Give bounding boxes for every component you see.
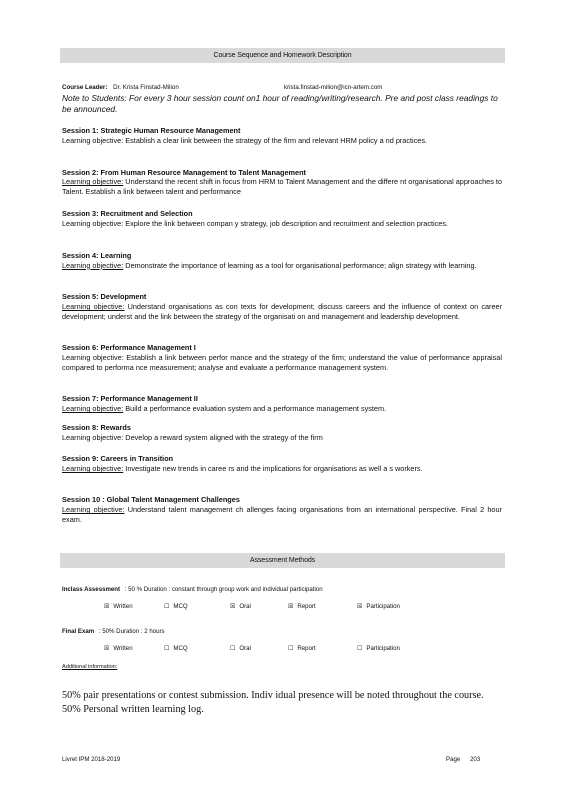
final-option-written bbox=[104, 645, 133, 652]
checkbox-icon: ☒ bbox=[288, 604, 294, 610]
session-title: Session 2: From Human Resource Management to Talent Management bbox=[62, 167, 306, 177]
option-label: MCQ bbox=[173, 645, 188, 652]
session-title: Session 3: Recruitment and Selection bbox=[62, 209, 193, 219]
footer-page-number: 203 bbox=[469, 756, 481, 763]
final-option-report bbox=[288, 645, 316, 652]
learning-objective-label: Learning objective: bbox=[62, 218, 124, 228]
inclass-assessment-details: : 50 % Duration : constant through group work and individual participation bbox=[124, 586, 323, 593]
checkbox-icon: ☒ bbox=[230, 604, 236, 610]
checkbox-icon: ☒ bbox=[104, 646, 110, 652]
learning-objective-text: Demonstrate the importance of learning as a tool for organisational performance; align strategy with learning. bbox=[123, 260, 477, 270]
course-sequence-header: Course Sequence and Homework Description bbox=[60, 48, 505, 63]
option-label: MCQ bbox=[173, 603, 188, 610]
inclass-option-participation bbox=[357, 603, 400, 610]
learning-objective-text: Develop a reward system aligned with the strategy of the firm bbox=[123, 433, 323, 443]
assessment-summary bbox=[62, 689, 502, 717]
session-item bbox=[62, 495, 502, 537]
option-label: Participation bbox=[366, 603, 400, 610]
inclass-option-written bbox=[104, 603, 133, 610]
final-exam-label: Final Exam bbox=[62, 628, 95, 635]
note-to-students: Note to Students: For every 3 hour session count on1 hour of reading/writing/research. Pre and post class readings to be announced. bbox=[62, 93, 498, 114]
final-exam-details: : 50% Duration : 2 hours bbox=[98, 628, 165, 635]
option-label: Participation bbox=[366, 645, 400, 652]
learning-objective-label: Learning objective: bbox=[62, 260, 124, 270]
inclass-assessment-line bbox=[62, 586, 323, 593]
learning-objective-label: Learning objective: bbox=[62, 404, 124, 414]
learning-objective-label: Learning objective: bbox=[62, 353, 124, 363]
option-label: Written bbox=[113, 603, 133, 610]
option-label: Report bbox=[297, 645, 316, 652]
session-title: Session 8: Rewards bbox=[62, 423, 131, 433]
option-label: Report bbox=[297, 603, 316, 610]
session-item bbox=[62, 343, 502, 394]
summary-line-2: 50% Personal written learning log. bbox=[62, 704, 204, 715]
session-item bbox=[62, 168, 502, 210]
session-list bbox=[62, 126, 502, 537]
checkbox-icon: ☒ bbox=[104, 604, 110, 610]
learning-objective-label: Learning objective: bbox=[62, 505, 125, 515]
checkbox-icon: ☐ bbox=[230, 646, 236, 652]
session-title: Session 7: Performance Management II bbox=[62, 394, 198, 404]
option-label: Oral bbox=[239, 603, 251, 610]
summary-line-1: 50% pair presentations or contest submission. Indiv idual presence will be noted throughout the course. bbox=[62, 690, 484, 701]
checkbox-icon: ☐ bbox=[164, 604, 170, 610]
session-title: Session 4: Learning bbox=[62, 250, 132, 260]
session-item bbox=[62, 251, 502, 293]
inclass-option-mcq bbox=[164, 603, 188, 610]
checkbox-icon: ☐ bbox=[357, 646, 363, 652]
learning-objective-label: Learning objective: bbox=[62, 177, 124, 187]
learning-objective-text: Establish a clear link between the strategy of the firm and relevant HRM policy a nd practices. bbox=[123, 135, 428, 145]
session-item bbox=[62, 292, 502, 343]
assessment-methods-header: Assessment Methods bbox=[60, 553, 505, 568]
learning-objective-text: Establish a link between perfor mance and the strategy of the firm; understand the value of performance appraisal compared to performa nce measurement; analyse and evaluate a performance management system. bbox=[62, 353, 502, 372]
session-item bbox=[62, 126, 502, 168]
course-leader-label: Course Leader: bbox=[62, 84, 108, 91]
session-item bbox=[62, 423, 502, 454]
session-item bbox=[62, 394, 502, 423]
session-item bbox=[62, 454, 502, 495]
course-leader-email: krista.finstad-milion@icn-artem.com bbox=[284, 84, 383, 91]
final-option-oral bbox=[230, 645, 251, 652]
footer-page bbox=[446, 756, 480, 763]
final-option-mcq bbox=[164, 645, 188, 652]
learning-objective-text: Explore the link between compan y strategy, job description and recruitment and selection practices. bbox=[123, 218, 449, 228]
learning-objective-label: Learning objective: bbox=[62, 464, 124, 474]
learning-objective-text: Understand organisations as con texts for development; discuss careers and the influence of context on career development; underst and the link between the strategy of the organisati on and management and leadership development. bbox=[62, 302, 502, 321]
session-title: Session 9: Careers in Transition bbox=[62, 454, 174, 464]
checkbox-icon: ☒ bbox=[357, 604, 363, 610]
final-option-participation bbox=[357, 645, 400, 652]
inclass-assessment-label: Inclass Assessment bbox=[62, 586, 121, 593]
additional-information-label: Additional information: bbox=[62, 664, 118, 670]
option-label: Written bbox=[113, 645, 133, 652]
option-label: Oral bbox=[239, 645, 251, 652]
course-leader-line bbox=[62, 84, 383, 91]
learning-objective-label: Learning objective: bbox=[62, 135, 124, 145]
course-leader-name: Dr. Krista Finstad-Milion bbox=[113, 84, 179, 91]
footer-page-label: Page bbox=[446, 756, 461, 763]
session-item bbox=[62, 209, 502, 251]
session-title: Session 6: Performance Management I bbox=[62, 343, 196, 353]
session-title: Session 10 : Global Talent Management Challenges bbox=[62, 495, 240, 505]
learning-objective-text: Understand the recent shift in focus from HRM to Talent Management and the differe nt organisational approaches to Talent. Establish a link between talent and performance bbox=[62, 177, 502, 197]
learning-objective-text: Understand talent management ch allenges facing organisations from an international perspective. Final 2 hour exam. bbox=[62, 505, 502, 524]
session-title: Session 1: Strategic Human Resource Management bbox=[62, 126, 241, 135]
final-exam-line bbox=[62, 628, 165, 635]
inclass-option-oral bbox=[230, 603, 251, 610]
learning-objective-label: Learning objective: bbox=[62, 433, 124, 443]
learning-objective-text: Build a performance evaluation system and a performance management system. bbox=[123, 404, 387, 414]
learning-objective-label: Learning objective: bbox=[62, 302, 125, 312]
checkbox-icon: ☐ bbox=[288, 646, 294, 652]
footer-left: Livret IPM 2018-2019 bbox=[62, 756, 121, 763]
session-title: Session 5: Development bbox=[62, 292, 147, 302]
inclass-option-report bbox=[288, 603, 316, 610]
checkbox-icon: ☐ bbox=[164, 646, 170, 652]
learning-objective-text: Investigate new trends in caree rs and the implications for organisations as well a s workers. bbox=[123, 464, 423, 474]
